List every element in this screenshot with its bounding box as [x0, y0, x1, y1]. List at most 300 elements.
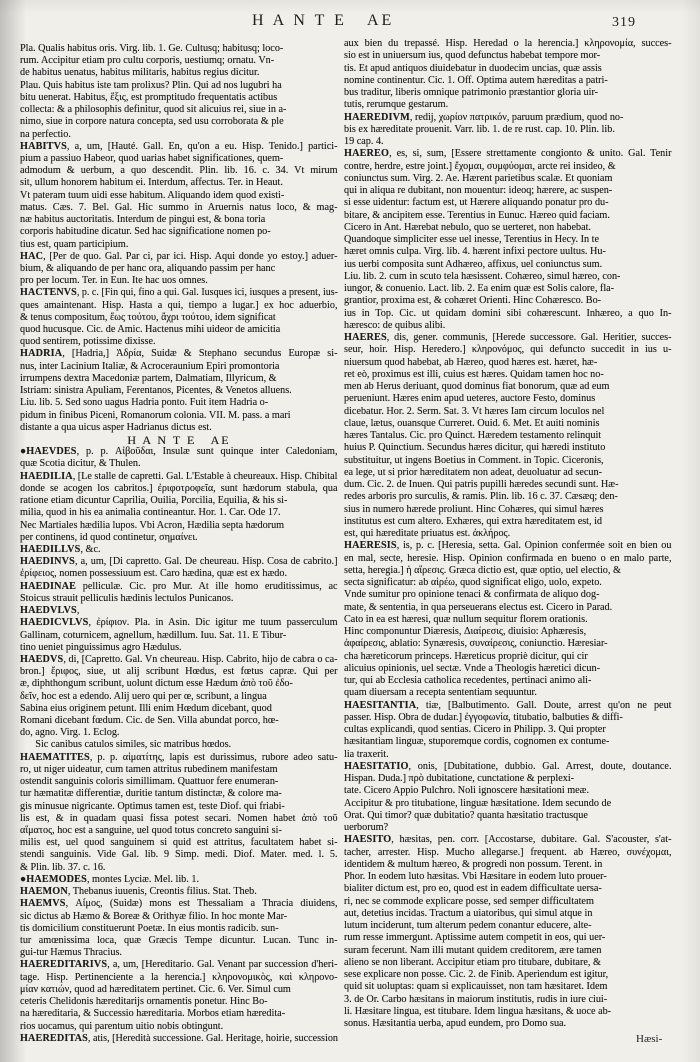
left-column-line: [20, 935, 338, 947]
line-text: 3. de Or. Carbo hæsitans in maiorum institutis, rudis in iure ciui-: [344, 993, 608, 1005]
right-column-line: [344, 589, 672, 601]
headword: HAERESIS: [344, 540, 397, 552]
right-column-line: [344, 161, 672, 173]
left-column-line: [20, 788, 338, 800]
right-column-line: [344, 124, 672, 136]
line-content: [20, 471, 338, 483]
left-column-line: [20, 874, 338, 886]
right-column-line: [344, 210, 672, 222]
line-text: tur hæmatitæ differentiæ, duritie tantum distinctæ, & colore ma-: [20, 788, 282, 800]
left-column: [20, 43, 338, 1046]
line-content: [344, 663, 600, 675]
left-column-line: [20, 104, 338, 116]
left-column-line: [20, 532, 338, 544]
right-column-line: [344, 259, 672, 271]
left-column-line: [20, 422, 338, 434]
line-text: cultas explicandi, quod sentias. Cicero in Philipp. 3. Qui propter: [344, 724, 606, 735]
left-column-line: [20, 324, 338, 336]
left-column-line: [20, 703, 338, 715]
headword: HABITVS: [20, 140, 67, 152]
line-text: , redij, χωρίον πατρικόν, paruum prædium, quod no-: [409, 111, 624, 123]
line-text: , di, [Capretto. Gal. Vn cheureau. Hisp. Cabrito, hijo de cabra o ca-: [63, 653, 338, 665]
right-column-line: [344, 136, 672, 148]
headword: HAEDVLVS: [20, 605, 77, 617]
headword: HAESITANTIA: [344, 699, 417, 711]
right-column-line: [344, 99, 672, 111]
line-content: [344, 957, 601, 969]
line-content: [344, 393, 595, 405]
line-content: [344, 222, 591, 234]
headword: HAEMVS: [20, 898, 66, 910]
line-content: [344, 602, 612, 614]
line-content: [344, 161, 616, 173]
line-text: quæ Scotia dicitur, & Thulen.: [20, 458, 141, 470]
line-text: Vnde sumitur pro opinione tenaci & confirmata de aliquo dog-: [344, 589, 600, 601]
line-content: [344, 259, 602, 271]
line-content: [344, 908, 592, 920]
line-text: , hæsitas, pen. corr. [Accostarse, dubitare. Gal. S'acouster, s'at-: [391, 834, 672, 846]
line-text: claue, lætus, ouansque Curreret. Ouid. 6. Met. Et auiti nominis: [344, 417, 600, 429]
line-content: [344, 810, 588, 822]
left-column-line: [20, 80, 338, 92]
line-content: [344, 246, 606, 258]
line-text: ius in Top. Cic. ut quidam domini sibi cohærescunt. Inhæreo, a quo In-: [344, 307, 672, 319]
right-column-line: [344, 871, 672, 883]
line-text: , dis, gener. communis, [Herede successore. Gal. Heritier, succes-: [386, 332, 672, 343]
line-content: [20, 862, 105, 874]
line-content: [20, 226, 271, 238]
line-text: bus traditur, liberis omnique patrimonio præstantior gloria uir-: [344, 87, 599, 98]
line-text: , a, um, [Di capretto. Gal. De cheureau. Hisp. Cosa de cabrito.]: [74, 556, 338, 568]
line-content: [20, 886, 257, 898]
line-content: [20, 923, 279, 935]
left-column-line: [20, 715, 338, 727]
line-content: [20, 874, 199, 886]
line-content: [20, 263, 275, 275]
line-content: [20, 642, 182, 654]
line-text: setta, heregia.] ἡ αἵρεσις. Græca dictio est, quæ optio, uel electio, &: [344, 564, 621, 576]
right-column-line: [344, 1006, 672, 1018]
right-column-line: [344, 308, 672, 320]
line-text: gis minusue nigricante. Optimus tamen est, teste Diof. qui friabi-: [20, 800, 285, 812]
line-text: hæret omnis culpa. Virg. lib. 4. hærent infixi pectore uultus. Hu-: [344, 246, 606, 258]
right-column-line: [344, 761, 672, 773]
line-content: [20, 1021, 223, 1033]
line-text: tis domicilium constituerunt Poetæ. In eius montis radicib. sun-: [20, 922, 279, 934]
line-content: [20, 947, 122, 959]
headword: HAEDILLVS: [20, 543, 81, 555]
left-column-line: [20, 336, 338, 348]
line-content: [344, 295, 601, 307]
line-content: [344, 185, 612, 197]
right-column-line: [344, 675, 672, 687]
line-content: [20, 984, 291, 996]
line-text: , [Le stalle de capretti. Gal. L'Estable à cheureaux. Hisp. Chibital: [72, 470, 338, 482]
right-column-line: [344, 148, 672, 160]
line-text: dum. Cic. 2. de Inuen. Qui patris pupilli hæredes secundi sunt. Hæ-: [344, 479, 619, 490]
right-column-line: [344, 822, 672, 834]
right-column-line: [344, 491, 672, 503]
left-column-line: [20, 312, 338, 324]
right-column-line: [344, 834, 672, 846]
left-column-line: [20, 410, 338, 422]
line-text: , Αἷμος, (Suidæ) mons est Thessaliam a Thracia diuidens,: [65, 898, 338, 910]
line-text: institutus est cum altero. Exhæres, qui extra hæreditatem est, id: [344, 515, 603, 527]
line-content: [20, 801, 285, 813]
line-text: Accipitur & pro titubatione, linguæ hæsitatione. Idem secundo de: [344, 797, 612, 809]
line-text: αἵματος, hoc est a sanguine, uel quod totus concreto sanguini si-: [20, 825, 282, 836]
line-content: [20, 458, 141, 470]
line-text: cha hæreticorum princeps. Hæreticus propriè dicitur, qui cir: [344, 650, 588, 662]
line-content: [344, 932, 605, 944]
line-text: Istriam: sinistra Apuliam, Ferentanos, Picentes, & Venetos alluens.: [20, 385, 292, 397]
line-text: bium, & aliquando de per hanc ora, aliquando passim per hanc: [20, 262, 276, 274]
line-content: [344, 406, 604, 418]
line-content: [344, 589, 599, 601]
right-column-line: [344, 1018, 672, 1030]
line-text: ostendit sanguinis coloris simillimam. Quattuor fere enumeran-: [20, 776, 279, 788]
line-content: [344, 822, 388, 834]
line-text: næ habitus auctoritatis. Interdum de pingui est, & bona toria: [20, 214, 266, 226]
line-content: [344, 87, 598, 99]
line-text: Phor. In eodem luto hæsitas. Vbi Hæsitare in eodem luto prouer-: [344, 871, 607, 882]
line-text: iungor, & conuenio. Lact. lib. 2. Ea enim quæ est Solis calore, fla-: [344, 283, 615, 294]
left-column-line: [20, 507, 338, 519]
left-column-line: [20, 226, 338, 238]
line-content: [20, 813, 338, 825]
line-content: [344, 528, 510, 540]
line-text: quod sentirem, potissime dixisse.: [20, 336, 156, 348]
line-text: sius in numero hærede proliunt. Hinc Cohæres, qui simul hæres: [344, 503, 604, 515]
right-column-line: [344, 344, 672, 356]
line-content: [20, 788, 282, 800]
line-content: [20, 630, 286, 642]
line-text: dicebatur. Hor. 2. Serm. Sat. 3. Vt hæres Iam circum loculos nel: [344, 405, 605, 417]
right-column-line: [344, 896, 672, 908]
left-column-line: [20, 654, 338, 666]
right-column-line: [344, 467, 672, 479]
left-column-line: [20, 678, 338, 690]
line-content: [20, 373, 277, 385]
line-text: na hæreditaria, & Successio hæreditaria. Morbos etiam hæredita-: [20, 1008, 286, 1020]
left-column-line: [20, 348, 338, 360]
line-text: aux bien du trepassé. Hisp. Heredad o la herencia.] κληρονομία, succes-: [344, 38, 672, 49]
line-text: ques amaintenant. Hisp. Hasta a qui, tiempo a lugar.] ex hoc aduerbio,: [20, 299, 338, 311]
line-content: [20, 348, 338, 360]
line-text: sit, ullum honorem habitum ei. Interdum, affectus. Ter. in Heaut.: [20, 177, 283, 189]
line-text: tur amœnissima loca, quæ Græcis Tempe dicuntur. Lucan. Tunc in-: [20, 934, 338, 946]
line-text: pidum in finibus Piceni, Romanorum colonia. VII. M. pass. a mari: [20, 409, 291, 421]
right-column-line: [344, 945, 672, 957]
left-column-line: [20, 55, 338, 67]
line-content: [20, 556, 338, 568]
line-text: ri, nec se commode explicare posse, sed semper difficultatem: [344, 895, 594, 907]
left-column-line: [20, 764, 338, 776]
line-content: [20, 837, 338, 849]
left-column-line: [20, 129, 338, 141]
line-content: [344, 136, 384, 148]
line-text: si esse uidentur: factum est, ut Hærere aliquando ponatur pro du-: [344, 197, 609, 209]
line-text: 19 cap. 4.: [344, 136, 384, 147]
line-text: Gallinam, coturnicem, agnellum, hædillum. Iuu. Sat. 11. E Tibur-: [20, 629, 287, 641]
left-column-line: [20, 947, 338, 959]
line-text: Cicero in Ant. Hærebat nebulo, quo se uerteret, non habebat.: [344, 221, 591, 233]
line-content: [344, 430, 601, 442]
line-content: [344, 516, 602, 528]
line-text: μίαν κατιών, quod ad hæreditatem pertinet. Cic. 6. Ver. Simul cum: [20, 983, 291, 995]
line-content: [20, 593, 233, 605]
right-column-line: [344, 295, 672, 307]
line-content: [20, 715, 279, 727]
line-content: [344, 38, 672, 50]
line-text: na perfectio.: [20, 128, 71, 140]
line-text: bron.] ἔριφος, siue, ut alij scribunt Hœdus, est fœtus capræ. Qui per: [20, 666, 338, 678]
line-text: hæsitantiam linguæ, stuporemque cordis, cognomen ex contume-: [344, 736, 610, 748]
line-text: sese explicare non posse. Cic. 2. de Finib. Aperiendum est igitur,: [344, 969, 609, 980]
line-content: [344, 491, 618, 503]
left-column-line: [20, 1021, 338, 1033]
right-column-line: [344, 883, 672, 895]
line-content: [20, 1008, 285, 1020]
line-text: bialiter dictum est, pro eo, quod est in eadem difficultate uersa-: [344, 883, 602, 895]
right-column-line: [344, 357, 672, 369]
right-column-line: [344, 749, 672, 761]
left-column-line: [20, 849, 338, 861]
line-text: tis. Et apud antiquos diuidebatur in duodecim uncias, quæ assis: [344, 62, 602, 74]
line-text: , &c.: [80, 543, 101, 555]
left-column-line: [20, 1033, 338, 1045]
line-content: [20, 190, 284, 202]
line-text: aut, detetius incidas. Tractum a uiatoribus, qui simul atque in: [344, 907, 593, 919]
line-content: [344, 1018, 566, 1030]
right-column-line: [344, 197, 672, 209]
line-text: lutum inciderunt, tum alterum pedem conantur educere, alte-: [344, 920, 592, 931]
line-content: [344, 565, 621, 577]
line-content: [344, 736, 609, 748]
line-text: pelliculæ. Cic. pro Mur. At ille homo eruditissimus, ac: [76, 580, 338, 592]
line-content: [20, 935, 338, 947]
left-column-line: [20, 605, 338, 617]
left-column-line: [20, 434, 338, 446]
right-column-line: [344, 920, 672, 932]
line-text: , Thebanus iuuenis, Creontis filius. Stat. Theb.: [67, 886, 257, 898]
line-content: [20, 691, 267, 703]
line-content: [344, 75, 608, 87]
line-content: [344, 553, 672, 565]
line-text: milis est, uel quod sanguinem si quid est attritus, facultatem habet si-: [20, 837, 338, 849]
line-content: [344, 638, 608, 650]
line-content: [127, 434, 230, 446]
line-text: ro, ut niger uideatur, cum tamen attritus rubedinem manifestam: [20, 763, 278, 775]
line-content: [20, 898, 338, 910]
left-column-line: [20, 92, 338, 104]
right-column-line: [344, 847, 672, 859]
left-column-line: [20, 361, 338, 373]
right-column-line: [344, 271, 672, 283]
line-content: [344, 271, 620, 283]
line-text: mate, & sententia, in qua perseuerans electus est. Cicero in Parad.: [344, 601, 613, 613]
left-column-line: [20, 691, 338, 703]
headword: HAEDILIA: [20, 470, 73, 482]
line-text: tacher, arrester. Hisp. Mucho allegarse.] frequent. ab Hæreo, συνέχομαι,: [344, 846, 672, 858]
line-text: , p. p. αἱματίτης, lapis est durissimus, rubore adeo satu-: [89, 751, 338, 763]
line-text: Sic canibus catulos similes, sic matribus hœdos.: [20, 739, 232, 751]
left-column-line: [20, 862, 338, 874]
line-text: , tiæ, [Balbutimento. Gall. Doute, arrest qu'on ne peut: [416, 699, 672, 711]
line-text: en mal, secte, heresie. Hisp. Opinion confirmada en bueno o en malo parte,: [344, 552, 672, 564]
line-content: [344, 920, 592, 932]
line-text: Cato in ea est hæresi, quæ nullum sequitur florem orationis.: [344, 613, 588, 625]
line-content: [20, 605, 79, 617]
line-content: [20, 654, 338, 666]
line-content: [20, 165, 338, 177]
line-content: [344, 981, 607, 993]
line-content: [344, 63, 602, 75]
headword: HAEREDIVM: [344, 111, 410, 123]
line-text: , [Hadria,] Ἀδρία, Suidæ & Stephano secundus Europæ si-: [62, 348, 338, 360]
line-content: [344, 173, 612, 185]
line-content: [20, 764, 278, 776]
left-column-line: [20, 752, 338, 764]
left-column-line: [20, 263, 338, 275]
left-column-line: [20, 251, 338, 263]
line-text: , montes Lyciæ. Mel. lib. 1.: [86, 873, 199, 885]
line-text: quod hucusque. Cic. de Amic. Hactenus mihi uideor de amicitia: [20, 324, 281, 336]
headword: HAEREO: [344, 148, 390, 160]
line-text: hæres Tantalus. Cic. pro Quinct. Hæredem testamento relinquit: [344, 430, 602, 441]
left-column-line: [20, 984, 338, 996]
line-content: [20, 312, 276, 324]
left-column-line: [20, 727, 338, 739]
line-content: [20, 911, 287, 923]
line-content: [20, 116, 284, 128]
right-column-line: [344, 602, 672, 614]
right-column-line: [344, 810, 672, 822]
right-column-line: [344, 173, 672, 185]
line-content: [20, 483, 338, 495]
right-column-line: [344, 479, 672, 491]
page-header: [0, 6, 700, 36]
right-column-line: [344, 785, 672, 797]
line-text: ea lege, ut si prior hæreditatem non adeat, deuoluatur ad secun-: [344, 466, 602, 478]
line-text: , [Per de quo. Gal. Par ci, par ici. Hisp. Aqui donde yo estoy.] aduer-: [43, 250, 338, 262]
line-content: [344, 504, 603, 516]
line-content: [344, 479, 618, 491]
line-content: [344, 687, 537, 699]
line-text: uerborum?: [344, 822, 389, 833]
right-column-line: [344, 381, 672, 393]
left-column-line: [20, 67, 338, 79]
line-text: tino ueniet pinguissimus agro Hædulus.: [20, 641, 182, 653]
line-content: [344, 969, 608, 981]
line-text: nimo, siue in corpore natura concepta, sed usu corroborata & ple: [20, 116, 284, 128]
left-column-line: [20, 471, 338, 483]
line-text: bitu uenerat. Habitus, ἕξις, est promptitudo frequentatis actibus: [20, 91, 278, 103]
line-content: [344, 540, 672, 552]
line-content: [344, 724, 606, 736]
line-content: [344, 455, 604, 467]
line-content: [344, 1006, 611, 1018]
line-content: [20, 544, 101, 556]
left-column-line: [20, 520, 338, 532]
left-column-line: [20, 177, 338, 189]
line-content: [20, 1033, 338, 1045]
line-content: [20, 532, 198, 544]
line-text: de habitus uenatus, habitus militaris, habitus regius dicitur.: [20, 67, 260, 79]
headword: HAC: [20, 250, 44, 262]
line-content: [344, 834, 672, 846]
line-text: Quandoque simpliciter esse uel inesse, Terentius in Hecy. In te: [344, 234, 600, 245]
left-column-line: [20, 898, 338, 910]
left-column-line: [20, 397, 338, 409]
line-text: perueniunt. Hæres enim apud ueteres, auctore Festo, dominus: [344, 393, 596, 405]
line-text: Pla. Qualis habitus oris. Virg. lib. 1. Ge. Cultusq; habitusq; loco-: [20, 43, 284, 54]
line-text: lia traxerit.: [344, 748, 389, 760]
right-column-line: [344, 234, 672, 246]
headword: HAEDVS: [20, 653, 64, 665]
line-text: Hispan. Duda.] πρὸ dubitatione, cunctatione & perplexi-: [344, 773, 575, 784]
line-text: ret eò, proximus est illi, cuius est hæres. Quidam tamen hoc no-: [344, 368, 604, 380]
right-column-line: [344, 516, 672, 528]
line-text: & Plin. lib. 37. c. 16.: [20, 861, 106, 873]
line-text: , a, um, [Hauté. Gall. En, qu'on a eu. Hisp. Tenido.] partici-: [66, 140, 338, 152]
line-content: [20, 385, 292, 397]
headword: HADRIA: [20, 348, 63, 360]
line-text: redes arboris pro surculis, & ramis. Plin. lib. 16 c. 37. Cæsæq; den-: [344, 491, 618, 503]
line-content: [344, 577, 602, 589]
line-text: , p. p. Αἰβοῦδαι, Insulæ sunt quinque inter Caledoniam,: [76, 446, 338, 458]
right-column-line: [344, 38, 672, 50]
line-content: [344, 675, 591, 687]
line-text: pro per locum. Ter. in Eun. Ite hac uos omnes.: [20, 275, 208, 287]
right-column-line: [344, 455, 672, 467]
line-text: sic dictus ab Hæmo & Boreæ & Orithyæ filio. In hoc monte Mar-: [20, 910, 288, 922]
right-column-line: [344, 700, 672, 712]
left-column-line: [20, 373, 338, 385]
line-content: [344, 994, 607, 1006]
line-content: [344, 197, 609, 209]
line-text: milia, quod in his ea animalia contineantur. Hor. 1. Car. Ode 17.: [20, 507, 281, 519]
right-column-line: [344, 283, 672, 295]
line-text: tate. Cicero Appio Pulchro. Noli ignoscere hæsitationi meæ.: [344, 785, 590, 797]
line-text: , ἐρίφιον. Pla. in Asin. Dic igitur me tuum passerculum: [88, 617, 338, 629]
line-content: [20, 67, 259, 79]
line-content: [344, 871, 607, 883]
page-number: 319: [612, 15, 636, 30]
left-column-line: [20, 666, 338, 678]
line-text: , es, si, sum, [Essere strettamente congionto & unito. Gal. Tenir: [389, 148, 672, 160]
line-text: , atis, [Heredità successione. Gal. Heritage, hoirie, succession: [87, 1032, 338, 1044]
headword: HAERES: [344, 332, 387, 343]
line-content: [344, 344, 672, 356]
line-content: [344, 761, 672, 773]
left-column-line: [20, 801, 338, 813]
line-content: [344, 883, 602, 895]
line-text: Romani dicebant fœdum. Cic. de Sen. Villa abundat porco, hœ-: [20, 715, 279, 727]
line-content: [20, 410, 291, 422]
line-content: [344, 847, 672, 859]
left-column-line: [20, 483, 338, 495]
headword: HAEREDITARIVS: [20, 959, 108, 971]
line-text: Hinc componuntur Diæresis, Διαίρεσις, diuisio: Aphæresis,: [344, 626, 587, 637]
left-column-line: [20, 825, 338, 837]
right-column-line: [344, 969, 672, 981]
line-content: [344, 369, 604, 381]
headword: HAEMON: [20, 886, 68, 898]
line-text: ,: [76, 605, 80, 617]
left-column-line: [20, 385, 338, 397]
line-text: stendi sanguinis. Vide Gal. lib. 9 Simp. medi. Diof. Mater. med. l. 5.: [20, 849, 338, 861]
